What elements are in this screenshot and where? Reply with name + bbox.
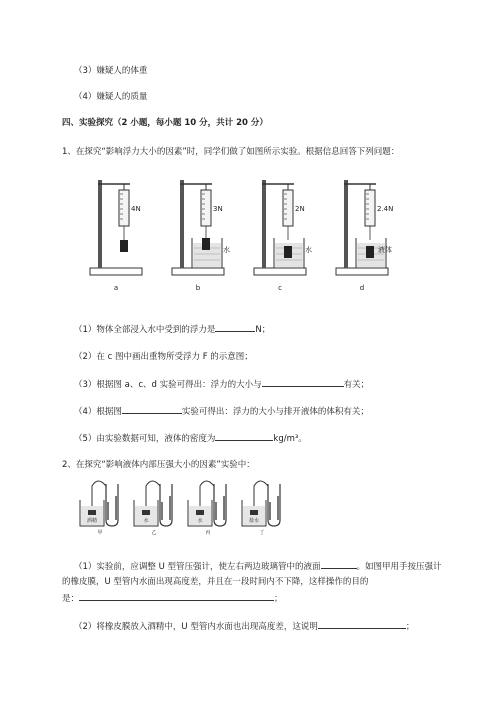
- q1-sub1: [74, 322, 270, 335]
- caption-a: a: [113, 284, 119, 292]
- caption-丁: 丁: [259, 530, 265, 536]
- q2-sub2: [74, 619, 414, 632]
- manometer-丙: [188, 481, 226, 536]
- q1-sub1-unit: N；: [255, 325, 271, 335]
- q1-sub1-blank[interactable]: [215, 322, 255, 332]
- setup-b: [172, 180, 230, 292]
- caption-b: b: [195, 284, 201, 292]
- q2-sub1-line3-text: 是：: [62, 594, 80, 604]
- q1-sub2: （2）在 c 图中画出重物所受浮力 F 的示意图；: [74, 352, 253, 362]
- q2-sub2-end: ；: [405, 622, 415, 632]
- question-2-stem: 2、在探究“影响液体内部压强大小的因素”实验中：: [62, 460, 255, 470]
- q2-sub1-line3-end: ；: [274, 594, 283, 604]
- manometer-丁: [242, 481, 280, 536]
- q1-sub3-text: （3）根据图 a、c、d 实验可得出：浮力的大小与: [74, 380, 262, 390]
- weight-block: [202, 238, 210, 250]
- liquid-label: 盐水: [248, 518, 260, 524]
- caption-d: d: [359, 284, 365, 292]
- stand-base: [172, 268, 224, 275]
- q2-sub1-text: （1）实验前，应调整 U 型管压强计，使左右两边玻璃管中的液面: [74, 562, 321, 572]
- q1-sub3-blank[interactable]: [262, 377, 344, 387]
- u-tube-water: [223, 496, 225, 520]
- u-tube-water: [161, 502, 163, 520]
- stand-pole: [262, 180, 266, 268]
- question-1-stem: 1、在探究“影响浮力大小的因素”时，同学们做了如图所示实验。根据信息回答下列问题：: [62, 147, 400, 157]
- caption-丙: 丙: [205, 530, 211, 536]
- manometer-甲: [80, 481, 118, 536]
- weight-block: [120, 240, 128, 252]
- spring-scale: [283, 190, 293, 226]
- liquid-label: 液体: [378, 246, 392, 254]
- liquid-label: 水: [305, 246, 312, 254]
- q1-sub5: [74, 431, 307, 444]
- q2-sub1-line1: [74, 559, 442, 572]
- scale-reading: 3N: [213, 205, 223, 213]
- q1-sub5-blank[interactable]: [215, 431, 273, 441]
- q2-sub2-text: （2）将橡皮膜放入酒精中，U 型管内水面也出现高度差，这说明: [74, 622, 318, 632]
- probe: [250, 510, 258, 515]
- q1-sub4-text: （4）根据图: [74, 407, 122, 417]
- q1-sub1-text: （1）物体全部浸入水中受到的浮力是: [74, 325, 216, 335]
- q2-sub1-line3: [62, 591, 283, 604]
- weight-block: [284, 246, 292, 258]
- scale-reading: 2.4N: [377, 205, 394, 213]
- buoyancy-experiment-figure: [88, 176, 410, 300]
- setup-d: [336, 180, 393, 292]
- q1-sub4-blank[interactable]: [122, 404, 182, 414]
- manometer-乙: [134, 481, 172, 536]
- u-tube-water: [115, 496, 117, 520]
- stand-pole: [98, 180, 102, 268]
- u-tube-water: [215, 502, 217, 520]
- weight-block: [366, 246, 374, 258]
- q1-sub5-text: （5）由实验数据可知，液体的密度为: [74, 434, 216, 444]
- q1-sub4-text-end: 实验可得出：浮力的大小与排开液体的体积有关；: [181, 407, 369, 417]
- stand-base: [90, 268, 142, 275]
- setup-c: [254, 180, 312, 292]
- stand-pole: [180, 180, 184, 268]
- q1-sub3-text-end: 有关；: [343, 380, 370, 390]
- scale-reading: 2N: [295, 205, 305, 213]
- u-tube-water: [277, 496, 279, 520]
- q1-sub5-unit: kg/m³。: [273, 434, 307, 444]
- probe: [196, 510, 204, 515]
- q2-sub1-purpose-blank[interactable]: [79, 591, 274, 601]
- spring-scale: [365, 190, 375, 226]
- u-tube-water: [269, 502, 271, 520]
- caption-乙: 乙: [151, 530, 157, 536]
- probe: [88, 510, 96, 515]
- caption-甲: 甲: [97, 530, 103, 536]
- q1-sub3: [74, 377, 369, 390]
- setup-a: [90, 180, 142, 292]
- liquid-label: 水: [197, 518, 203, 524]
- probe: [142, 510, 150, 515]
- q2-sub2-blank[interactable]: [318, 619, 406, 629]
- pressure-experiment-figure: [78, 474, 298, 536]
- u-tube-water: [169, 496, 171, 520]
- q1-sub4: [74, 404, 369, 417]
- q2-sub1-line2: 的橡皮膜，U 型管内水面出现高度差，并且在一段时间内不下降，这样操作的目的: [62, 577, 369, 587]
- u-tube-water: [107, 502, 109, 520]
- option-3: （3）嫌疑人的体重: [74, 66, 148, 76]
- stand-pole: [344, 180, 348, 268]
- option-4: （4）嫌疑人的质量: [74, 92, 148, 102]
- liquid-label: 酒精: [86, 518, 98, 524]
- spring-scale: [201, 190, 211, 226]
- scale-reading: 4N: [131, 205, 141, 213]
- liquid-label: 水: [223, 246, 230, 254]
- stand-base: [336, 268, 388, 275]
- liquid-label: 水: [143, 518, 149, 524]
- stand-base: [254, 268, 306, 275]
- q2-sub1-blank[interactable]: [321, 559, 357, 569]
- spring-scale: [119, 190, 129, 226]
- q2-sub1-text-end: 。如图甲用手按压强计: [356, 562, 442, 572]
- caption-c: c: [278, 284, 282, 292]
- section-heading: 四、实验探究（2 小题，每小题 10 分，共计 20 分）: [62, 118, 268, 128]
